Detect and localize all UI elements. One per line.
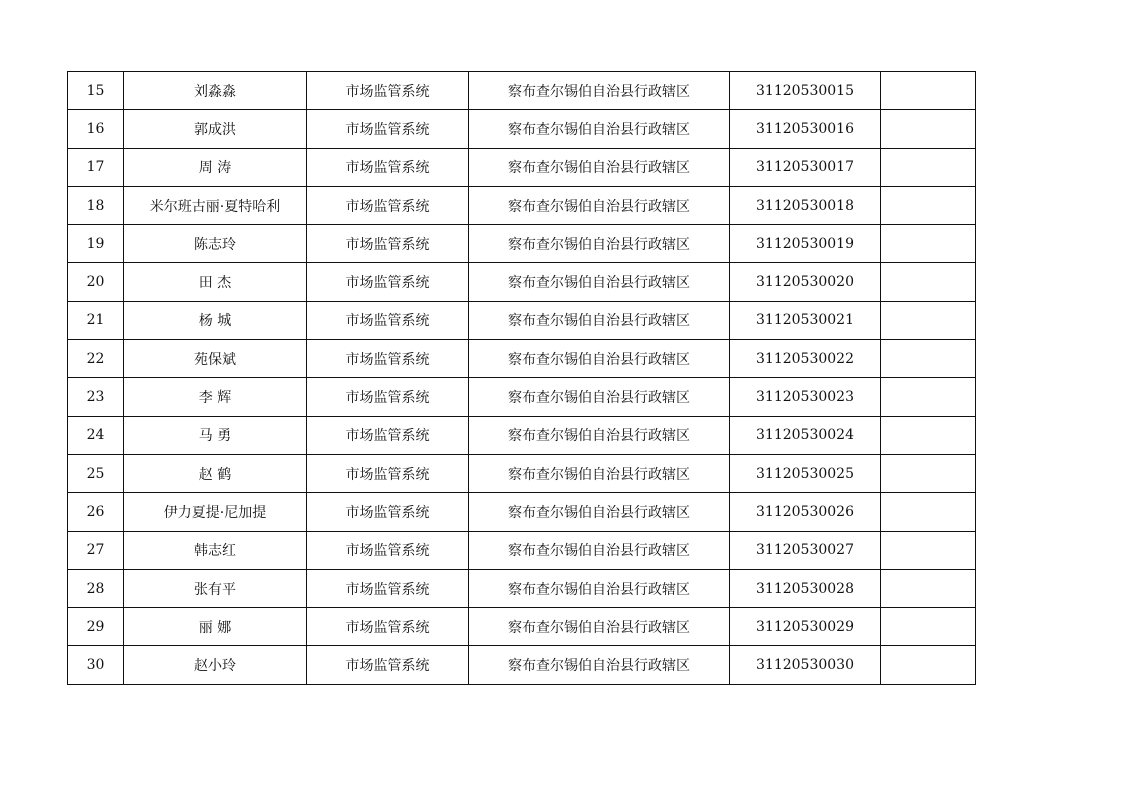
cell-number: 30 bbox=[68, 646, 124, 684]
cell-area: 察布查尔锡伯自治县行政辖区 bbox=[469, 110, 730, 148]
cell-area: 察布查尔锡伯自治县行政辖区 bbox=[469, 72, 730, 110]
cell-extra bbox=[881, 493, 976, 531]
roster-table bbox=[67, 71, 976, 685]
cell-extra bbox=[881, 225, 976, 263]
cell-system: 市场监管系统 bbox=[307, 148, 469, 186]
cell-system: 市场监管系统 bbox=[307, 110, 469, 148]
cell-extra bbox=[881, 378, 976, 416]
cell-system: 市场监管系统 bbox=[307, 646, 469, 684]
cell-name: 赵小玲 bbox=[124, 646, 307, 684]
cell-number: 25 bbox=[68, 454, 124, 492]
cell-number: 22 bbox=[68, 340, 124, 378]
cell-extra bbox=[881, 608, 976, 646]
cell-number: 19 bbox=[68, 225, 124, 263]
cell-system: 市场监管系统 bbox=[307, 301, 469, 339]
cell-system: 市场监管系统 bbox=[307, 569, 469, 607]
cell-area: 察布查尔锡伯自治县行政辖区 bbox=[469, 225, 730, 263]
cell-number: 18 bbox=[68, 186, 124, 224]
cell-name: 韩志红 bbox=[124, 531, 307, 569]
cell-system: 市场监管系统 bbox=[307, 416, 469, 454]
cell-area: 察布查尔锡伯自治县行政辖区 bbox=[469, 186, 730, 224]
cell-extra bbox=[881, 301, 976, 339]
cell-name: 田 杰 bbox=[124, 263, 307, 301]
cell-system: 市场监管系统 bbox=[307, 72, 469, 110]
cell-number: 29 bbox=[68, 608, 124, 646]
cell-system: 市场监管系统 bbox=[307, 454, 469, 492]
cell-name: 郭成洪 bbox=[124, 110, 307, 148]
table-row bbox=[68, 378, 976, 416]
cell-number: 15 bbox=[68, 72, 124, 110]
cell-area: 察布查尔锡伯自治县行政辖区 bbox=[469, 378, 730, 416]
cell-name: 苑保斌 bbox=[124, 340, 307, 378]
cell-extra bbox=[881, 186, 976, 224]
cell-code: 31120530023 bbox=[730, 378, 881, 416]
cell-extra bbox=[881, 569, 976, 607]
table-row bbox=[68, 646, 976, 684]
table-row bbox=[68, 301, 976, 339]
cell-extra bbox=[881, 110, 976, 148]
cell-number: 21 bbox=[68, 301, 124, 339]
cell-code: 31120530028 bbox=[730, 569, 881, 607]
cell-area: 察布查尔锡伯自治县行政辖区 bbox=[469, 608, 730, 646]
cell-system: 市场监管系统 bbox=[307, 263, 469, 301]
cell-code: 31120530017 bbox=[730, 148, 881, 186]
cell-name: 杨 城 bbox=[124, 301, 307, 339]
cell-extra bbox=[881, 340, 976, 378]
cell-extra bbox=[881, 72, 976, 110]
cell-area: 察布查尔锡伯自治县行政辖区 bbox=[469, 148, 730, 186]
cell-name: 刘淼淼 bbox=[124, 72, 307, 110]
cell-system: 市场监管系统 bbox=[307, 608, 469, 646]
cell-name: 赵 鹤 bbox=[124, 454, 307, 492]
cell-number: 27 bbox=[68, 531, 124, 569]
table-row bbox=[68, 110, 976, 148]
cell-name: 丽 娜 bbox=[124, 608, 307, 646]
cell-system: 市场监管系统 bbox=[307, 493, 469, 531]
cell-system: 市场监管系统 bbox=[307, 340, 469, 378]
cell-code: 31120530026 bbox=[730, 493, 881, 531]
table-row bbox=[68, 569, 976, 607]
table-row bbox=[68, 340, 976, 378]
table-row bbox=[68, 72, 976, 110]
table-row bbox=[68, 148, 976, 186]
cell-name: 张有平 bbox=[124, 569, 307, 607]
cell-system: 市场监管系统 bbox=[307, 531, 469, 569]
cell-extra bbox=[881, 416, 976, 454]
cell-name: 周 涛 bbox=[124, 148, 307, 186]
cell-code: 31120530016 bbox=[730, 110, 881, 148]
cell-area: 察布查尔锡伯自治县行政辖区 bbox=[469, 263, 730, 301]
cell-area: 察布查尔锡伯自治县行政辖区 bbox=[469, 454, 730, 492]
cell-number: 20 bbox=[68, 263, 124, 301]
cell-extra bbox=[881, 531, 976, 569]
cell-area: 察布查尔锡伯自治县行政辖区 bbox=[469, 416, 730, 454]
cell-area: 察布查尔锡伯自治县行政辖区 bbox=[469, 301, 730, 339]
cell-number: 16 bbox=[68, 110, 124, 148]
table-row bbox=[68, 186, 976, 224]
cell-number: 24 bbox=[68, 416, 124, 454]
table-row bbox=[68, 263, 976, 301]
cell-number: 23 bbox=[68, 378, 124, 416]
cell-code: 31120530021 bbox=[730, 301, 881, 339]
roster-table-body bbox=[68, 72, 976, 685]
cell-system: 市场监管系统 bbox=[307, 225, 469, 263]
cell-number: 17 bbox=[68, 148, 124, 186]
cell-code: 31120530027 bbox=[730, 531, 881, 569]
cell-area: 察布查尔锡伯自治县行政辖区 bbox=[469, 569, 730, 607]
cell-extra bbox=[881, 646, 976, 684]
cell-name: 李 辉 bbox=[124, 378, 307, 416]
cell-extra bbox=[881, 148, 976, 186]
cell-name: 伊力夏提·尼加提 bbox=[124, 493, 307, 531]
cell-extra bbox=[881, 263, 976, 301]
cell-name: 陈志玲 bbox=[124, 225, 307, 263]
cell-number: 28 bbox=[68, 569, 124, 607]
table-row bbox=[68, 531, 976, 569]
cell-code: 31120530022 bbox=[730, 340, 881, 378]
cell-name: 米尔班古丽·夏特哈利 bbox=[124, 186, 307, 224]
cell-code: 31120530029 bbox=[730, 608, 881, 646]
cell-code: 31120530030 bbox=[730, 646, 881, 684]
cell-area: 察布查尔锡伯自治县行政辖区 bbox=[469, 340, 730, 378]
cell-extra bbox=[881, 454, 976, 492]
cell-system: 市场监管系统 bbox=[307, 186, 469, 224]
table-row bbox=[68, 608, 976, 646]
cell-code: 31120530018 bbox=[730, 186, 881, 224]
cell-number: 26 bbox=[68, 493, 124, 531]
roster-table-container bbox=[67, 71, 976, 685]
cell-code: 31120530024 bbox=[730, 416, 881, 454]
table-row bbox=[68, 454, 976, 492]
table-row bbox=[68, 225, 976, 263]
cell-code: 31120530019 bbox=[730, 225, 881, 263]
cell-name: 马 勇 bbox=[124, 416, 307, 454]
cell-code: 31120530015 bbox=[730, 72, 881, 110]
cell-area: 察布查尔锡伯自治县行政辖区 bbox=[469, 493, 730, 531]
cell-code: 31120530020 bbox=[730, 263, 881, 301]
cell-system: 市场监管系统 bbox=[307, 378, 469, 416]
table-row bbox=[68, 416, 976, 454]
cell-code: 31120530025 bbox=[730, 454, 881, 492]
cell-area: 察布查尔锡伯自治县行政辖区 bbox=[469, 531, 730, 569]
cell-area: 察布查尔锡伯自治县行政辖区 bbox=[469, 646, 730, 684]
table-row bbox=[68, 493, 976, 531]
